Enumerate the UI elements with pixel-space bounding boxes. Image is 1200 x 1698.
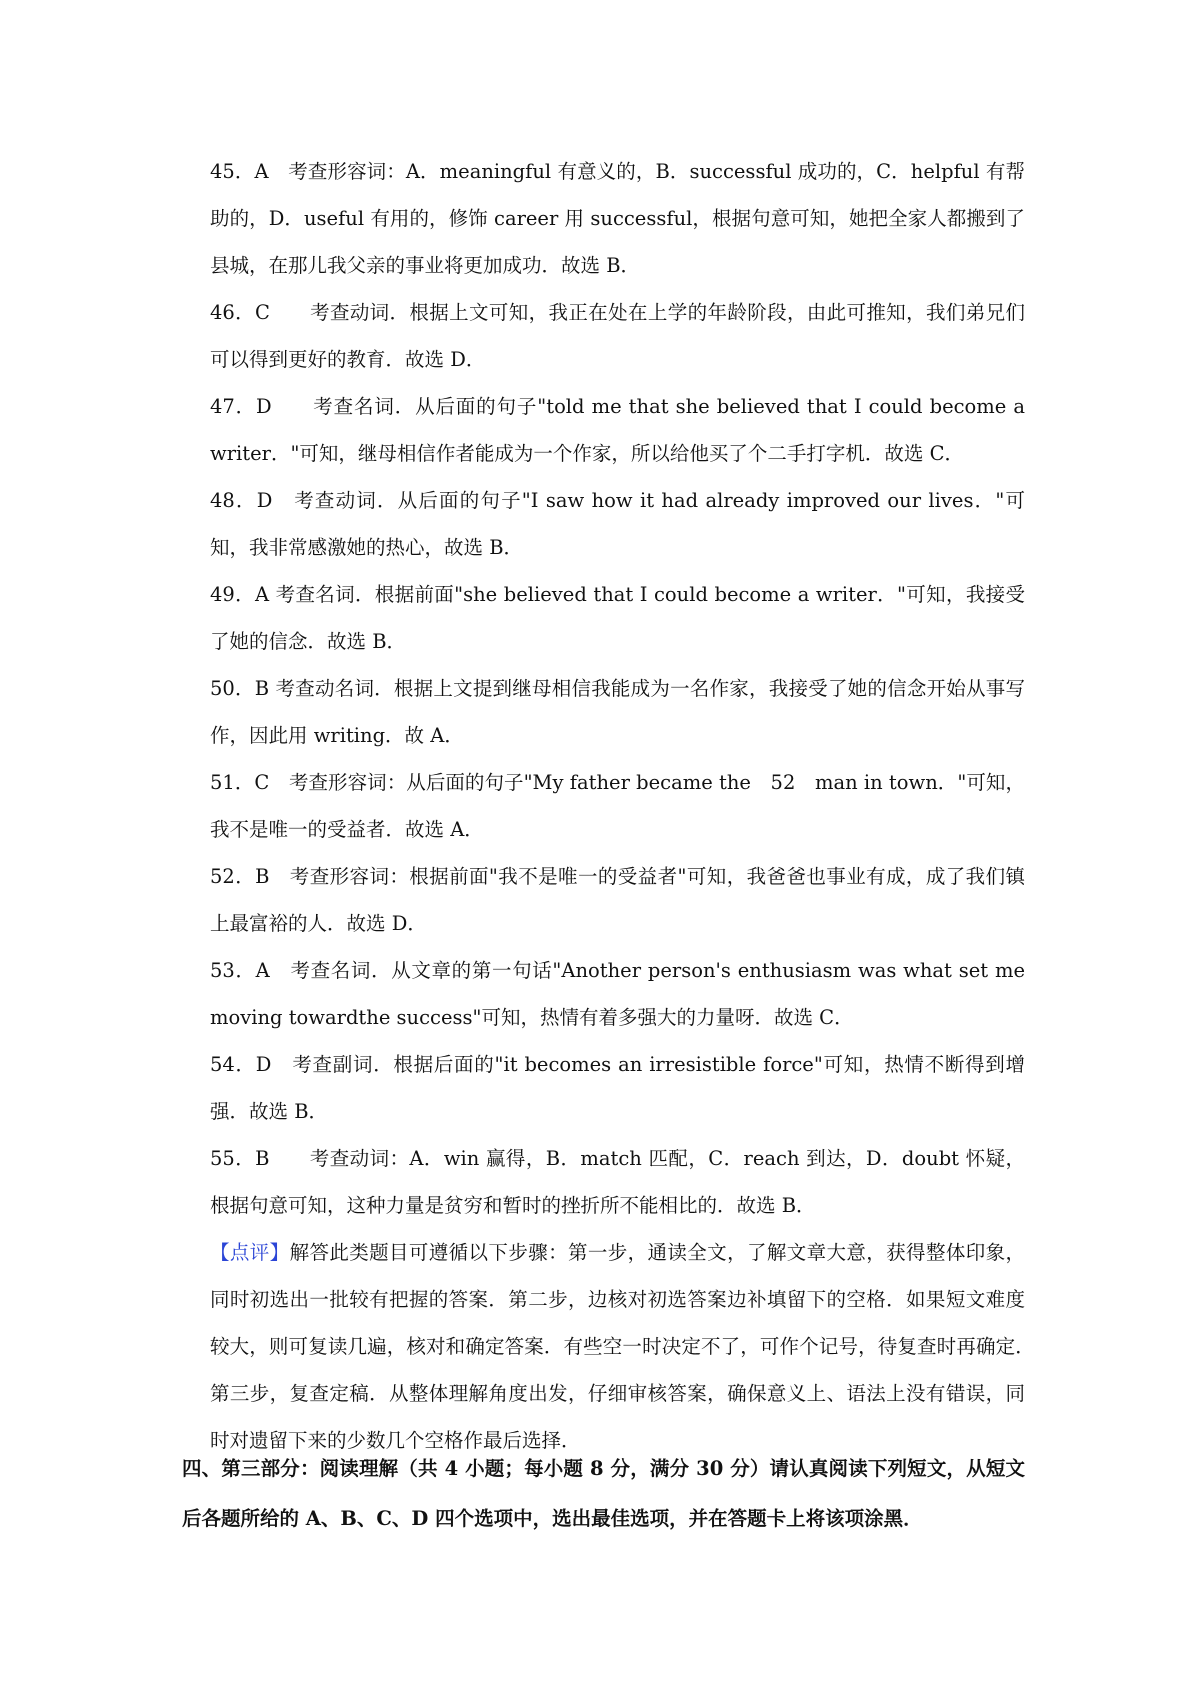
answer-item-50: 50．B 考查动名词．根据上文提到继母相信我能成为一名作家，我接受了她的信念开始从事写作，因此用 writing．故 A． — [210, 677, 1025, 747]
answer-explanations — [210, 148, 1045, 1464]
section-heading: 四、第三部分：阅读理解（共 4 小题；每小题 8 分，满分 30 分）请认真阅读下列短文，从短文后各题所给的 A、B、C、D 四个选项中，选出最佳选项，并在答题卡上将该项涂黑． — [182, 1457, 1025, 1530]
answer-item-51: 51．C 考查形容词：从后面的句子"My father became the 52 man in town．"可知，我不是唯一的受益者．故选 A． — [210, 771, 1025, 841]
answer-item-49: 49．A 考查名词．根据前面"she believed that I could become a writer．"可知，我接受了她的信念．故选 B． — [210, 583, 1025, 653]
answer-item-52: 52．B 考查形容词：根据前面"我不是唯一的受益者"可知，我爸爸也事业有成，成了我们镇上最富裕的人．故选 D． — [210, 865, 1025, 935]
answer-item-45: 45．A 考查形容词：A．meaningful 有意义的，B．successful 成功的，C．helpful 有帮助的，D．useful 有用的，修饰 career 用 successful，根据句意可知，她把全家人都搬到了县城，在那儿我父亲的事业将更加成功．故选 B． — [210, 160, 1025, 277]
commentary-tag: 【点评】 — [210, 1241, 290, 1264]
answer-item-55: 55．B 考查动词：A．win 赢得，B．match 匹配，C．reach 到达，D．doubt 怀疑，根据句意可知，这种力量是贫穷和暂时的挫折所不能相比的．故选 B． — [210, 1147, 1025, 1217]
answer-item-54: 54．D 考查副词．根据后面的"it becomes an irresistible force"可知，热情不断得到增强．故选 B． — [210, 1053, 1025, 1123]
answer-item-53: 53．A 考查名词．从文章的第一句话"Another person's enthusiasm was what set me moving towardthe success"可知，热情有着多强大的力量呀．故选 C． — [210, 959, 1025, 1029]
commentary-paragraph — [210, 1229, 1045, 1464]
answer-item-48: 48．D 考查动词．从后面的句子"I saw how it had already improved our lives．"可知，我非常感激她的热心，故选 B． — [210, 489, 1025, 559]
answer-item-46: 46．C 考查动词．根据上文可知，我正在处在上学的年龄阶段，由此可推知，我们弟兄们可以得到更好的教育．故选 D． — [210, 301, 1025, 371]
commentary-text: 解答此类题目可遵循以下步骤：第一步，通读全文，了解文章大意，获得整体印象，同时初选出一批较有把握的答案．第二步，边核对初选答案边补填留下的空格．如果短文难度较大，则可复读几遍，核对和确定答案．有些空一时决定不了，可作个记号，待复查时再确定． 第三步，复查定稿．从整体理解角度出发，仔细审核答案，确保意义上、语法上没有错误，同时对遗留下来的少数几个空格作最后选择． — [210, 1241, 1045, 1452]
answer-item-47: 47．D 考查名词．从后面的句子"told me that she believed that I could become a writer．"可知，继母相信作者能成为一个作家，所以给他买了个二手打字机．故选 C． — [210, 395, 1025, 465]
